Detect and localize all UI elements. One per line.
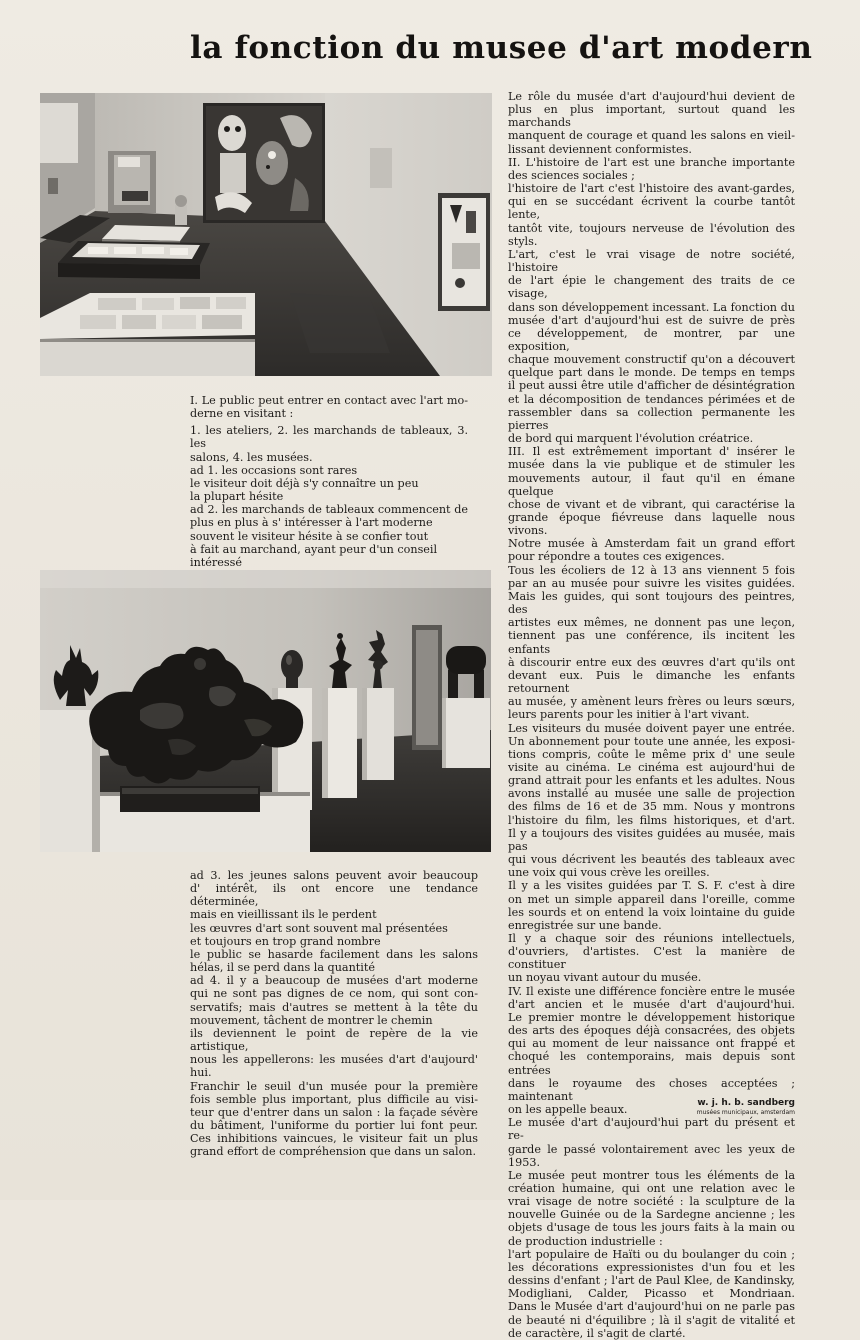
main-text-line: mouvements autour, il faut qu'il en émane quelque	[508, 471, 795, 498]
caption-bottom-line: Franchir le seuil d'un musée pour la première	[190, 1079, 478, 1093]
main-text-line: des films de 16 et de 35 mm. Nous y montrons	[508, 800, 795, 814]
main-text-line: vrai visage de notre société : la sculpture de la	[508, 1195, 795, 1209]
page-title: la fonction du musee d'art modern	[190, 30, 813, 66]
main-text-line: chose de vivant et de vibrant, qui caractérise la	[508, 497, 795, 511]
main-text-line: de production industrielle :	[508, 1234, 663, 1248]
main-text-line: visite au cinéma. Le cinéma est aujourd'hui de	[508, 760, 795, 774]
caption-bottom-line: d' intérêt, ils ont encore une tendance déterminée,	[190, 882, 478, 909]
caption-top-line: souvent le visiteur hésite à se confier tout	[190, 529, 429, 543]
main-text-line: les sourds et on entend la voix lointaine du guide	[508, 905, 795, 919]
main-text-line: d'art ancien et le musée d'art d'aujourd'hui.	[508, 997, 795, 1011]
main-text-line: création humaine, qui ont une relation avec le	[508, 1181, 795, 1195]
caption-bottom-line: du bâtiment, l'uniforme du portier lui font peur.	[190, 1118, 478, 1132]
main-text-line: rassembler dans sa collection permanente les pierres	[508, 405, 795, 432]
main-text-line: L'art, c'est le vrai visage de notre société, l'histoire	[508, 247, 795, 275]
main-text-line: un noyau vivant autour du musée.	[508, 971, 702, 985]
main-text-line: dans son développement incessant. La fonction du	[508, 300, 795, 314]
gallery-photo-top	[40, 93, 492, 376]
main-text-line: des arts des époques déjà consacrées, des objets	[508, 1024, 795, 1038]
author-name: w. j. h. b. sandberg	[697, 1098, 795, 1108]
caption-top-line: 1. les ateliers, 2. les marchands de tableaux, 3. les	[190, 424, 468, 451]
main-text-line: devant eux. Puis le dimanche les enfants retournent	[508, 668, 795, 696]
caption-bottom-line: ils deviennent le point de repère de la vie artistique,	[190, 1026, 478, 1054]
caption-top-line: salons, 4. les musées.	[190, 450, 313, 464]
main-text-line: Un abonnement pour toute une année, les exposi-	[508, 734, 795, 748]
caption-bottom-line: mouvement, tâchent de montrer le chemin	[190, 1013, 433, 1027]
main-text-line: nouvelle Guinée ou de la Sardegne ancienne ; les	[508, 1208, 795, 1222]
gallery-photo-bottom-image	[40, 570, 491, 852]
main-text-line: Le musée d'art d'aujourd'hui part du présent et re-	[508, 1116, 795, 1143]
main-text-line: musée d'art d'aujourd'hui est de suivre de près	[508, 313, 795, 327]
main-text-line: une voix qui vous crève les oreilles.	[508, 866, 710, 880]
main-text-line: de bord qui marquent l'évolution créatrice.	[508, 432, 754, 446]
signature	[680, 1098, 795, 1116]
main-text-line: on met un simple appareil dans l'oreille, comme	[508, 892, 795, 906]
gallery-photo-bottom	[40, 570, 491, 852]
caption-bottom-line: ad 3. les jeunes salons peuvent avoir beaucoup	[190, 869, 478, 882]
main-text-line: l'histoire du film, les films historiques, et d'art.	[508, 813, 795, 827]
main-text-line: Il y a chaque soir des réunions intellectuels,	[508, 932, 795, 945]
caption-bottom	[190, 869, 478, 1158]
main-text-line: Modigliani, Calder, Picasso et Mondriaan.	[508, 1287, 795, 1301]
main-text-line: objets d'usage de tous les jours faits à la main ou	[508, 1221, 795, 1235]
main-text-line: qui en se succédant écrivent la courbe tantôt lente,	[508, 195, 795, 222]
caption-bottom-line: grand effort de compréhension que dans un salon.	[190, 1145, 477, 1159]
main-text-line: II. L'histoire de l'art est une branche importante	[508, 155, 795, 169]
caption-top-line: à fait au marchand, ayant peur d'un conseil	[190, 542, 438, 556]
main-text-line: de l'art épie le changement des traits de ce visage,	[508, 274, 795, 301]
caption-bottom-line: les œuvres d'art sont souvent mal présentées	[190, 921, 448, 935]
caption-top-line: derne en visitant :	[190, 407, 294, 421]
caption-top-line: I. Le public peut entrer en contact avec l'art mo-	[190, 394, 468, 407]
caption-bottom-line: qui ne sont pas dignes de ce nom, qui sont con-	[190, 987, 478, 1001]
main-text-line: Mais les guides, qui sont toujours des peintres, des	[508, 589, 795, 617]
main-text	[508, 90, 795, 1340]
main-text-line: il peut aussi être utile d'afficher de désintégration	[508, 379, 795, 393]
main-text-line: musée dans la vie publique et de stimuler les	[508, 458, 795, 472]
main-text-line: Les visiteurs du musée doivent payer une entrée.	[508, 721, 795, 735]
main-text-line: leurs parents pour les initier à l'art vivant.	[508, 708, 750, 722]
main-text-line: de caractère, il s'agit de clarté.	[508, 1326, 686, 1340]
caption-top-line: intéressé	[190, 555, 242, 569]
main-text-line: Dans le Musée d'art d'aujourd'hui on ne parle pas	[508, 1300, 795, 1314]
main-text-line: manquent de courage et quand les salons en vieil-	[508, 129, 795, 143]
main-text-line: ce développement, de montrer, par une exposition,	[508, 326, 795, 353]
caption-top-line: le visiteur doit déjà s'y connaître un peu	[190, 476, 419, 490]
main-text-line: grand attrait pour les enfants et les adultes. Nous	[508, 774, 795, 788]
main-text-line: IV. Il existe une différence foncière entre le musée	[508, 984, 795, 998]
main-text-line: pour répondre a toutes ces exigences.	[508, 550, 725, 564]
main-text-line: plus en plus important, surtout quand les marchands	[508, 103, 795, 130]
caption-top-line: ad 1. les occasions sont rares	[190, 463, 358, 477]
main-text-line: Le musée peut montrer tous les éléments de la	[508, 1168, 795, 1182]
main-text-line: l'art populaire de Haïti ou du boulanger du coin ;	[508, 1247, 795, 1261]
caption-top-line: ad 2. les marchands de tableaux commencent de	[190, 503, 468, 517]
main-text-line: avons installé au musée une salle de projection	[508, 787, 795, 801]
main-text-line: Le rôle du musée d'art d'aujourd'hui devient de	[508, 90, 795, 103]
caption-bottom-line: ad 4. il y a beaucoup de musées d'art moderne	[190, 974, 478, 988]
caption-top	[190, 394, 468, 569]
caption-top-line: plus en plus à s' intéresser à l'art moderne	[190, 516, 433, 530]
caption-bottom-line: hélas, il se perd dans la quantité	[190, 961, 375, 975]
main-text-line: à discourir entre eux des œuvres d'art qu'ils ont	[508, 655, 795, 669]
main-text-line: enregistrée sur une bande.	[508, 918, 662, 932]
caption-top-line: la plupart hésite	[190, 490, 284, 504]
main-text-line: d'ouvriers, d'artistes. C'est la manière de constituer	[508, 945, 795, 972]
author-organization: musées municipaux, amsterdam	[696, 1109, 795, 1116]
main-text-line: Le premier montre le développement historique	[508, 1010, 795, 1024]
caption-bottom-line: teur que d'entrer dans un salon : la façade sévère	[190, 1105, 478, 1119]
main-text-line: lissant deviennent conformistes.	[508, 142, 692, 156]
main-text-line: les décorations expressionistes d'un fou et les	[508, 1260, 795, 1274]
caption-bottom-line: Ces inhibitions vaincues, le visiteur fait un plus	[190, 1132, 478, 1146]
caption-bottom-line: servatifs; mais d'autres se mettent à la tête du	[190, 1000, 478, 1014]
main-text-line: quelque part dans le monde. De temps en temps	[508, 366, 795, 380]
main-text-line: tions compris, coûte le même prix d' une seule	[508, 747, 795, 761]
main-text-line: tantôt vite, toujours nerveuse de l'évolution des styls.	[508, 221, 795, 248]
main-text-line: garde le passé volontairement avec les yeux de 1953.	[508, 1142, 795, 1169]
caption-bottom-line: le public se hasarde facilement dans les salons	[190, 947, 478, 961]
main-text-line: dessins d'enfant ; l'art de Paul Klee, de Kandinsky,	[508, 1274, 795, 1288]
main-text-line: Il y a toujours des visites guidées au musée, mais pas	[508, 826, 795, 853]
caption-bottom-line: et toujours en trop grand nombre	[190, 934, 381, 948]
main-text-line: chaque mouvement constructif qu'on a découvert	[508, 353, 795, 367]
main-text-line: l'histoire de l'art c'est l'histoire des avant-gardes,	[508, 182, 795, 196]
main-text-line: artistes eux mêmes, ne donnent pas une leçon,	[508, 616, 795, 630]
main-text-line: dans le royaume des choses acceptées ; maintenant	[508, 1076, 795, 1103]
main-text-line: par an au musée pour suivre les visites guidées.	[508, 576, 795, 590]
main-text-line: Notre musée à Amsterdam fait un grand effort	[508, 537, 795, 551]
caption-bottom-line: fois semble plus important, plus difficile au visi-	[190, 1092, 478, 1106]
main-text-line: qui au moment de leur naissance ont frappé et	[508, 1037, 795, 1051]
main-text-line: qui vous décrivent les beautés des tableaux avec	[508, 853, 795, 867]
main-text-line: Il y a les visites guidées par T. S. F. c'est à dire	[508, 879, 795, 893]
main-text-line: on les appelle beaux.	[508, 1103, 628, 1117]
gallery-photo-top-image	[40, 93, 492, 376]
main-text-line: des sciences sociales ;	[508, 168, 635, 182]
caption-bottom-line: nous les appellerons: les musées d'art d'aujourd' hui.	[190, 1053, 478, 1080]
main-text-line: de beauté ni d'équilibre ; là il s'agit de vitalité et	[508, 1313, 795, 1327]
main-text-line: tiennent pas une conférence, ils incitent les enfants	[508, 629, 795, 656]
main-text-line: Tous les écoliers de 12 à 13 ans viennent 5 fois	[508, 563, 795, 577]
main-text-line: grande époque fiévreuse dans laquelle nous vivons.	[508, 511, 795, 538]
main-text-line: et la décomposition de tendances périmées et de	[508, 392, 795, 406]
caption-bottom-line: mais en vieillissant ils le perdent	[190, 908, 377, 922]
main-text-line: au musée, y amènent leurs frères ou leurs sœurs,	[508, 695, 795, 709]
main-text-line: III. Il est extrêmement important d' insérer le	[508, 445, 795, 459]
main-text-line: choqué les contemporains, mais depuis sont entrées	[508, 1050, 795, 1077]
